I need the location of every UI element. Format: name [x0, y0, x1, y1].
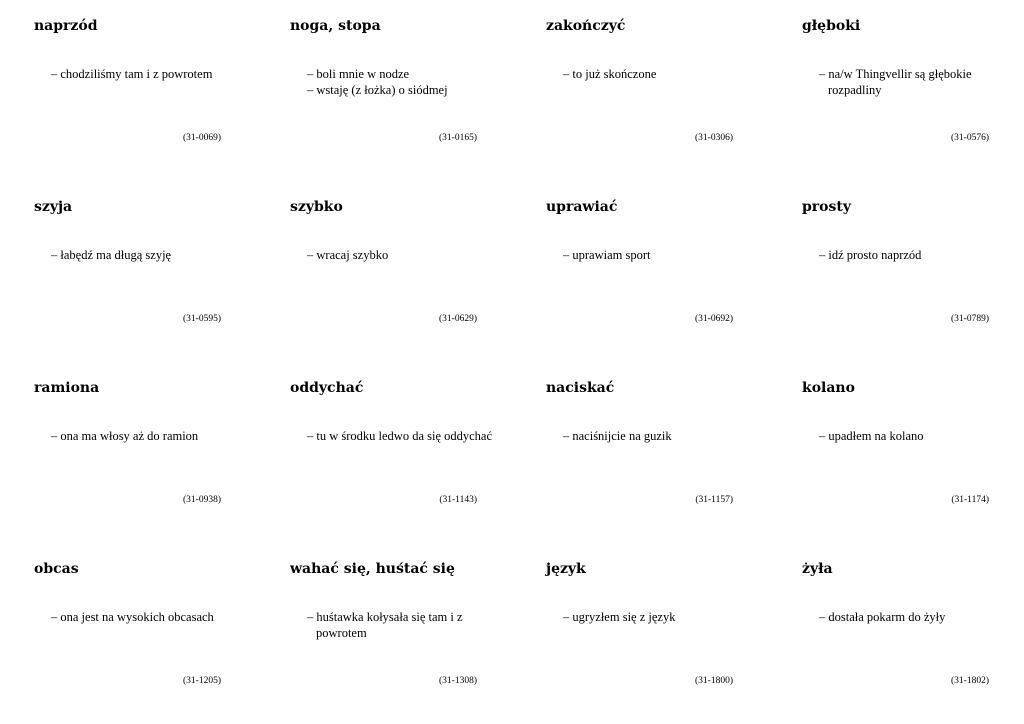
example-sentence: – ona jest na wysokich obcasach — [51, 610, 214, 624]
example-sentence: – tu w środku ledwo da się oddychać — [307, 429, 493, 443]
card-examples — [819, 428, 1009, 444]
card-code: (31-0306) — [695, 133, 733, 143]
card-title: kolano — [802, 380, 855, 396]
flashcard — [256, 0, 512, 181]
example-sentence: – łabędź ma długą szyję — [51, 248, 172, 262]
flashcard — [768, 543, 1024, 724]
card-title: ramiona — [34, 380, 100, 396]
card-examples — [51, 609, 241, 625]
card-title: naciskać — [546, 380, 615, 396]
card-code: (31-1800) — [695, 676, 733, 686]
card-code: (31-0595) — [183, 314, 221, 324]
card-code: (31-1308) — [439, 676, 477, 686]
flashcard — [512, 543, 768, 724]
card-title: żyła — [802, 561, 833, 577]
flashcard — [0, 181, 256, 362]
card-title: oddychać — [290, 380, 364, 396]
example-sentence: – upadłem na kolano — [819, 429, 924, 443]
flashcard — [0, 362, 256, 543]
card-code: (31-0165) — [439, 133, 477, 143]
flashcard — [0, 543, 256, 724]
card-code: (31-0629) — [439, 314, 477, 324]
card-title: zakończyć — [546, 18, 626, 34]
card-examples — [819, 247, 1009, 263]
card-examples — [563, 609, 753, 625]
example-sentence: – ugryzłem się z język — [563, 610, 676, 624]
flashcard — [768, 0, 1024, 181]
card-code: (31-0692) — [695, 314, 733, 324]
card-code: (31-1174) — [951, 495, 989, 505]
example-sentence: – wracaj szybko — [307, 248, 389, 262]
card-examples — [563, 66, 753, 82]
card-examples — [819, 609, 1009, 625]
card-code: (31-1157) — [695, 495, 733, 505]
flashcard — [512, 0, 768, 181]
card-examples — [307, 247, 497, 263]
example-sentence: – na/w Thingvellir są głębokie rozpadliny — [819, 67, 972, 97]
card-title: wahać się, huśtać się — [290, 561, 455, 577]
flashcard — [256, 181, 512, 362]
card-code: (31-1143) — [439, 495, 477, 505]
flashcard — [512, 362, 768, 543]
card-examples — [563, 428, 753, 444]
card-title: uprawiać — [546, 199, 618, 215]
card-code: (31-0576) — [951, 133, 989, 143]
example-sentence: – dostała pokarm do żyły — [819, 610, 946, 624]
example-sentence: – wstaję (z łożka) o siódmej — [307, 83, 448, 97]
card-code: (31-0789) — [951, 314, 989, 324]
card-title: szyja — [34, 199, 73, 215]
card-title: obcas — [34, 561, 79, 577]
card-code: (31-1802) — [951, 676, 989, 686]
card-code: (31-0069) — [183, 133, 221, 143]
card-title: głęboki — [802, 18, 861, 34]
card-examples — [307, 66, 497, 98]
card-title: prosty — [802, 199, 851, 215]
flashcard — [256, 362, 512, 543]
card-code: (31-1205) — [183, 676, 221, 686]
card-examples — [819, 66, 1009, 98]
example-sentence: – idź prosto naprzód — [819, 248, 922, 262]
flashcard — [256, 543, 512, 724]
card-examples — [51, 66, 241, 82]
card-title: noga, stopa — [290, 18, 381, 34]
flashcard — [768, 181, 1024, 362]
example-sentence: – chodziliśmy tam i z powrotem — [51, 67, 213, 81]
card-title: naprzód — [34, 18, 98, 34]
example-sentence: – huśtawka kołysała się tam i z powrotem — [307, 610, 463, 640]
flashcard — [768, 362, 1024, 543]
example-sentence: – to już skończone — [563, 67, 657, 81]
card-code: (31-0938) — [183, 495, 221, 505]
card-title: język — [546, 561, 586, 577]
example-sentence: – boli mnie w nodze — [307, 67, 410, 81]
flashcard — [0, 0, 256, 181]
card-examples — [307, 609, 497, 641]
example-sentence: – naciśnijcie na guzik — [563, 429, 672, 443]
card-examples — [307, 428, 497, 444]
flashcard — [512, 181, 768, 362]
card-examples — [51, 247, 241, 263]
example-sentence: – uprawiam sport — [563, 248, 651, 262]
card-examples — [51, 428, 241, 444]
card-examples — [563, 247, 753, 263]
example-sentence: – ona ma włosy aż do ramion — [51, 429, 199, 443]
card-title: szybko — [290, 199, 343, 215]
